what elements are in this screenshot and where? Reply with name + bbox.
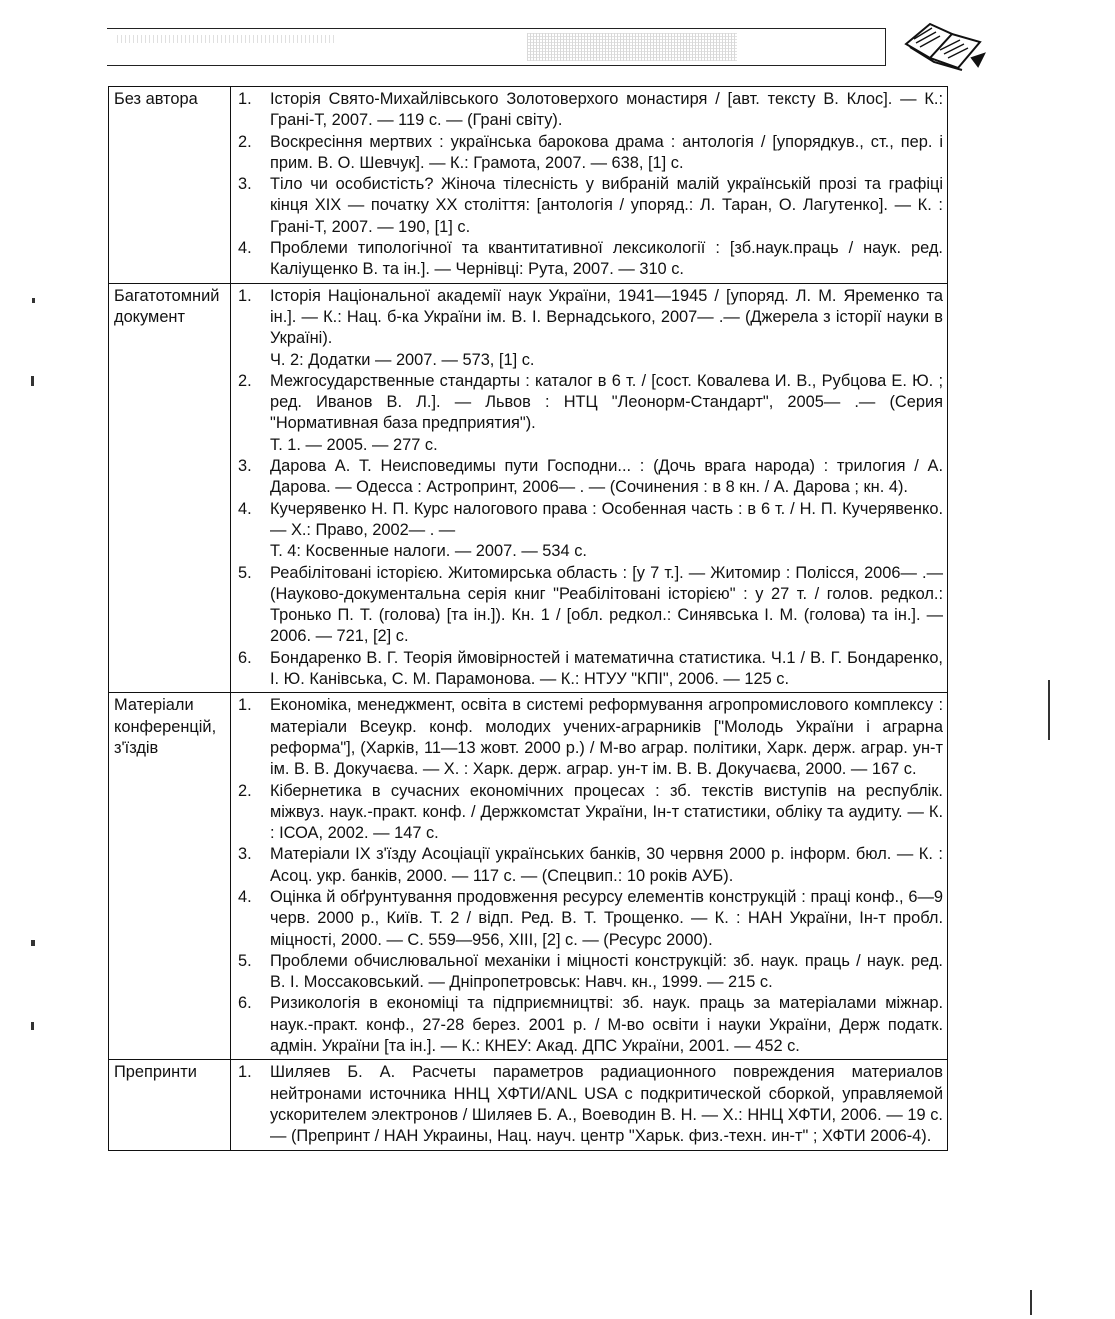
category-label: Матеріали — [114, 696, 194, 715]
entry-text-block — [270, 887, 943, 951]
category-cell — [109, 87, 231, 284]
entry-text-block — [270, 648, 943, 691]
bibliography-table — [108, 86, 948, 1151]
entry-text: Економіка, менеджмент, освіта в системі реформування агропромислового комплексу : матеріали Всеукр. конф. молодих учених-аграрників ["Молодь України і аграрна реформа"], (Харків, 11—13 жовт. 2000 р.) / М-во аграр. політики, Харк. держ. аграр. ун-т ім. В. В. Докучаєва. — Х. : Харк. держ. аграр. ун-т ім. В. В. Докучаєва, 2000. — 167 с. — [270, 696, 943, 779]
scan-margin-mark — [1030, 1290, 1032, 1315]
bibliography-entry — [236, 844, 943, 887]
entry-number: 3. — [238, 175, 252, 194]
header-scan-noise — [527, 33, 737, 61]
entry-text-block — [270, 695, 943, 780]
entry-text-block — [270, 781, 943, 845]
bibliography-entry — [236, 887, 943, 951]
bibliography-entry — [236, 371, 943, 456]
entry-number: 1. — [238, 1063, 252, 1082]
entry-text: Шиляев Б. А. Расчеты параметров радиационного повреждения материалов нейтронами источника ННЦ ХФТИ/ANL USA с подкритической сборкой, управляемой ускорителем электронов / Шиляев Б. А., Воеводин В. Н. — Х.: ННЦ ХФТИ, 2006. — 19 с. — (Препринт / НАН Украины, Нац. науч. центр "Харьк. физ.-техн. ин-т" ; ХФТИ 2006-4). — [270, 1063, 943, 1146]
section-row — [109, 87, 948, 284]
entry-number: 5. — [238, 951, 252, 970]
entry-volume-line: Т. 4: Косвенные налоги. — 2007. — 534 с. — [270, 542, 587, 561]
bibliography-entry — [236, 951, 943, 994]
entry-text: Межгосударственные стандарты : каталог в 6 т. / [сост. Ковалева И. В., Рубцова Е. Ю. ; ред. Иванов В. Л.]. — Львов : НТЦ "Леонорм-Стандарт", 2005— .— (Серия "Нормативная база предприятия"). — [270, 371, 943, 433]
entry-text-block — [270, 238, 943, 281]
category-label: документ — [114, 307, 185, 326]
entry-text-block — [270, 174, 943, 238]
entry-text-block — [270, 563, 943, 648]
section-row — [109, 693, 948, 1060]
page-header-bar — [107, 28, 886, 66]
entry-text: Бондаренко В. Г. Теорія ймовірностей і математична статистика. Ч.1 / В. Г. Бондаренко, І. Ю. Канівська, С. М. Парамонова. — К.: НТУУ "КПІ", 2006. — 125 с. — [270, 648, 943, 689]
entry-text-block — [270, 286, 943, 371]
entry-text: Проблеми обчислювальної механіки і міцності конструкцій: зб. наук. праць / наук. ред. В. І. Моссаковський. — Дніпропетровськ: Навч. кн., 1999. — 215 с. — [270, 951, 943, 992]
entry-text: Воскресіння мертвих : українська барокова драма : антологія / [упорядкув., ст., пер. і прим. В. О. Шевчук]. — К.: Грамота, 2007. — 638, [1] с. — [270, 132, 943, 172]
category-label: Багатотомний — [114, 286, 220, 305]
entry-list — [236, 89, 943, 281]
bibliography-entry — [236, 132, 943, 175]
bibliography-entry — [236, 238, 943, 281]
entry-text: Проблеми типологічної та квантитативної лексикології : [зб.наук.праць / наук. ред. Каліущенко В. та ін.]. — Чернівці: Рута, 2007. — 310 с. — [270, 239, 943, 279]
category-label: з'їздів — [114, 738, 159, 757]
entry-text: Дарова А. Т. Неисповедимы пути Господни... : (Дочь врага народа) : трилогия / А. Дарова. — Одесса : Астропринт, 2006— . — (Сочинения : в 8 кн. / А. Дарова ; кн. 4). — [270, 457, 943, 497]
entry-text: Історія Національної академії наук України, 1941—1945 / [упоряд. Л. М. Яременко та ін.]. — К.: Нац. б-ка України ім. В. І. Вернадського, 2007— .— (Джерела з історії науки в Україні). — [270, 286, 943, 348]
entry-number: 3. — [238, 457, 252, 476]
header-scan-noise — [117, 35, 337, 43]
category-label: конференцій, — [114, 717, 217, 736]
entry-list — [236, 286, 943, 691]
category-label: Без автора — [114, 90, 198, 108]
category-cell — [109, 283, 231, 693]
entry-number: 2. — [238, 781, 252, 800]
entry-text: Кучерявенко Н. П. Курс налогового права : Особенная часть : в 6 т. / Н. П. Кучерявенко.— Х.: Право, 2002— . — — [270, 499, 943, 539]
entries-cell — [231, 693, 948, 1060]
entry-number: 3. — [238, 845, 252, 864]
scan-margin-mark — [32, 298, 35, 303]
bibliography-entry — [236, 1062, 943, 1147]
bibliography-entry — [236, 499, 943, 563]
entry-number: 2. — [238, 132, 252, 151]
entry-list — [236, 1062, 943, 1147]
entry-number: 1. — [238, 90, 252, 108]
entry-number: 2. — [238, 371, 252, 390]
category-cell — [109, 1060, 231, 1150]
bibliography-entry — [236, 781, 943, 845]
entry-text-block — [270, 844, 943, 887]
entry-text-block — [270, 499, 943, 563]
entry-number: 6. — [238, 648, 252, 667]
entry-number: 1. — [238, 696, 252, 715]
entry-number: 5. — [238, 563, 252, 582]
entries-cell — [231, 283, 948, 693]
section-row — [109, 1060, 948, 1150]
entry-text: Реабілітовані історією. Житомирська область : [у 7 т.]. — Житомир : Полісся, 2006— .— (Науково-документальна серія книг "Реабілітовані історією" : у 27 т. / голов. редкол.: Тронько П. Т. (голова) [та ін.]). Кн. 1 / [обл. редкол.: Синявська І. М. (голова) та ін.]. — 2006. — 721, [2] с. — [270, 563, 943, 646]
bibliography-entry — [236, 563, 943, 648]
scan-margin-mark — [31, 376, 34, 386]
bibliography-entry — [236, 695, 943, 780]
category-cell — [109, 693, 231, 1060]
bibliography-entry — [236, 174, 943, 238]
entry-text-block — [270, 1062, 943, 1147]
entry-number: 1. — [238, 286, 252, 305]
entry-text-block — [270, 993, 943, 1057]
bibliography-entry — [236, 456, 943, 499]
entries-cell — [231, 1060, 948, 1150]
entry-volume-line: Т. 1. — 2005. — 277 с. — [270, 435, 438, 454]
entry-text: Матеріали ІХ з'їзду Асоціації українських банків, 30 червня 2000 р. інформ. бюл. — К. : Асоц. укр. банків, 2000. — 117 с. — (Спецвип.: 10 років АУБ). — [270, 845, 943, 885]
category-label: Препринти — [114, 1063, 197, 1082]
entry-volume-line: Ч. 2: Додатки — 2007. — 573, [1] с. — [270, 350, 535, 369]
entry-text: Кібернетика в сучасних економічних процесах : зб. текстів виступів на республік. міжвуз. наук.-практ. конф. / Держкомстат України, Ін-т статистики, обліку та аудиту. — К. : ІСОА, 2002. — 147 с. — [270, 781, 943, 843]
entry-text: Тіло чи особистість? Жіноча тілесність у вибраній малій українській прозі та графіці кінця ХІХ — початку ХХ століття: [антологія / упоряд.: Л. Таран, О. Лагутенко]. — К. : Грані-Т, 2007. — 190, [1] с. — [270, 175, 943, 236]
bibliography-entry — [236, 89, 943, 132]
entry-text-block — [270, 89, 943, 132]
entries-cell — [231, 87, 948, 284]
entry-text: Історія Свято-Михайлівського Золотоверхого монастиря / [авт. тексту В. Клос]. — К.: Грані-Т, 2007. — 119 с. — (Грані світу). — [270, 90, 943, 130]
scan-margin-mark — [1048, 680, 1050, 740]
scan-margin-mark — [31, 940, 35, 946]
entry-number: 4. — [238, 887, 252, 906]
bibliography-entry — [236, 648, 943, 691]
entry-text-block — [270, 456, 943, 499]
entry-text-block — [270, 951, 943, 994]
entry-list — [236, 695, 943, 1057]
entry-number: 4. — [238, 499, 252, 518]
entry-text: Оцінка й обґрунтування продовження ресурсу елементів конструкцій : праці конф., 6—9 черв. 2000 р., Київ. Т. 2 / відп. Ред. В. Т. Трощенко. — К. : НАН України, Ін-т пробл. міцності, 2000. — С. 559—956, ХІІІ, [2] с. — (Ресурс 2000). — [270, 887, 943, 949]
open-book-icon — [900, 14, 990, 74]
entry-text-block — [270, 371, 943, 456]
section-row — [109, 283, 948, 693]
scan-margin-mark — [31, 1022, 34, 1030]
entry-text: Ризикологія в економіці та підприємництві: зб. наук. праць за матеріалами міжнар. наук.-практ. конф., 27-28 берез. 2001 р. / М-во освіти і науки України, Держ податк. адмін. України [та ін.]. — К.: КНЕУ: Акад. ДПС України, 2001. — 452 с. — [270, 994, 943, 1056]
entry-number: 4. — [238, 239, 252, 258]
bibliography-entry — [236, 993, 943, 1057]
entry-text-block — [270, 132, 943, 175]
entry-number: 6. — [238, 994, 252, 1013]
bibliography-entry — [236, 286, 943, 371]
